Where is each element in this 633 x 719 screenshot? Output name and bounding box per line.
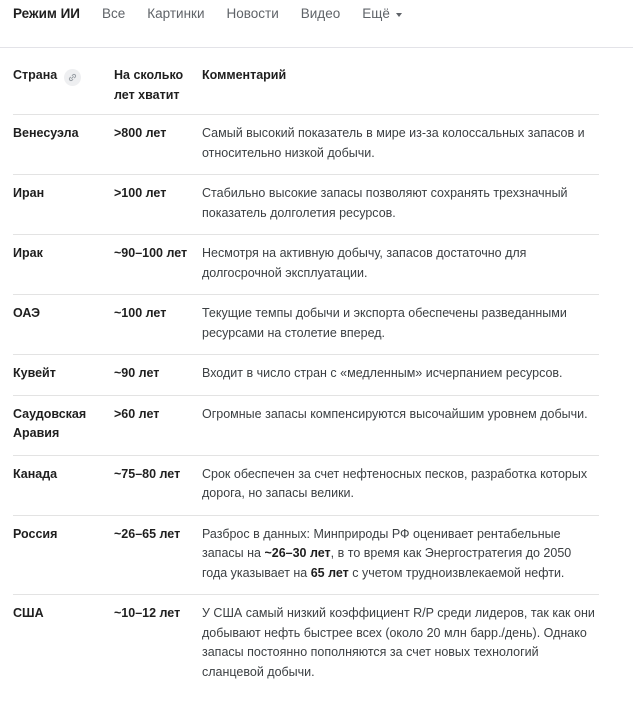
cell-comment: Самый высокий показатель в мире из-за колоссальных запасов и относительно низкой добычи. [202, 126, 585, 160]
cell-years: ~75–80 лет [114, 466, 181, 481]
table-header-row [13, 65, 599, 115]
comment-text: , в то время как Энергостратегия до 2050 года указывает на [202, 546, 572, 580]
table-row [13, 355, 599, 396]
table-row [13, 595, 599, 693]
tab-more-label: Ещё [362, 6, 390, 21]
cell-years: >60 лет [114, 406, 160, 421]
cell-country: ОАЭ [13, 306, 41, 320]
cell-years: ~26–65 лет [114, 526, 181, 541]
cell-comment: Огромные запасы компенсируются высочайшим уровнем добычи. [202, 406, 588, 421]
tab-more[interactable] [362, 6, 402, 22]
tab-ai-mode[interactable]: Режим ИИ [13, 6, 81, 21]
cell-country: Ирак [13, 246, 43, 260]
cell-comment: У США самый низкий коэффициент R/P среди лидеров, так как они добывают нефть быстрее всех (около 20 млн барр./день). Однако запасы постоянно пополняются за счет новых технологий сланцевой добычи. [202, 606, 595, 679]
cell-comment: Стабильно высокие запасы позволяют сохранять трехзначный показатель долголетия ресурсов. [202, 186, 568, 220]
cell-comment: Текущие темпы добычи и экспорта обеспечены разведанными ресурсами на столетие вперед. [202, 306, 567, 340]
cell-country: США [13, 606, 44, 620]
header-country [13, 66, 114, 105]
search-tabs [0, 0, 633, 48]
cell-country: Венесуэла [13, 126, 79, 140]
table-row [13, 456, 599, 516]
cell-years: ~90–100 лет [114, 246, 188, 260]
cell-country: Иран [13, 186, 45, 200]
comment-highlight: ~26–30 лет [264, 546, 331, 560]
table-row [13, 175, 599, 235]
oil-reserves-table [13, 65, 599, 693]
tab-images[interactable]: Картинки [147, 6, 205, 21]
cell-country: Саудовская Аравия [13, 406, 87, 440]
comment-highlight: 65 лет [310, 565, 349, 580]
table-row [13, 516, 599, 596]
cell-years: ~100 лет [114, 306, 167, 320]
cell-comment: Несмотря на активную добычу, запасов достаточно для долгосрочной эксплуатации. [202, 246, 527, 280]
cell-country: Кувейт [13, 366, 56, 380]
cell-comment: Входит в число стран с «медленным» исчерпанием ресурсов. [202, 366, 563, 380]
cell-years: >800 лет [114, 126, 167, 140]
header-country-label: Страна [13, 68, 58, 82]
header-comment: Комментарий [202, 68, 287, 82]
caret-down-icon [396, 13, 402, 17]
tab-news[interactable]: Новости [226, 6, 279, 21]
tab-all[interactable]: Все [102, 6, 126, 21]
table-row [13, 396, 599, 456]
cell-comment: Срок обеспечен за счет нефтеносных песков, разработка которых дорога, но запасы велики. [202, 466, 588, 500]
table-row [13, 115, 599, 175]
cell-years: ~10–12 лет [114, 606, 181, 620]
cell-comment [202, 525, 599, 584]
table-row [13, 235, 599, 295]
tab-videos[interactable]: Видео [300, 6, 341, 21]
cell-country: Россия [13, 526, 58, 541]
comment-text: с учетом трудноизвлекаемой нефти. [348, 565, 565, 580]
cell-years: ~90 лет [114, 366, 160, 380]
cell-country: Канада [13, 466, 58, 481]
cell-years: >100 лет [114, 186, 167, 200]
table-row [13, 295, 599, 355]
header-years: На сколько лет хватит [114, 68, 184, 102]
comment-text: Разброс в данных: Минприроды РФ оценивает рентабельные запасы на [202, 526, 561, 560]
link-icon[interactable] [64, 69, 81, 86]
